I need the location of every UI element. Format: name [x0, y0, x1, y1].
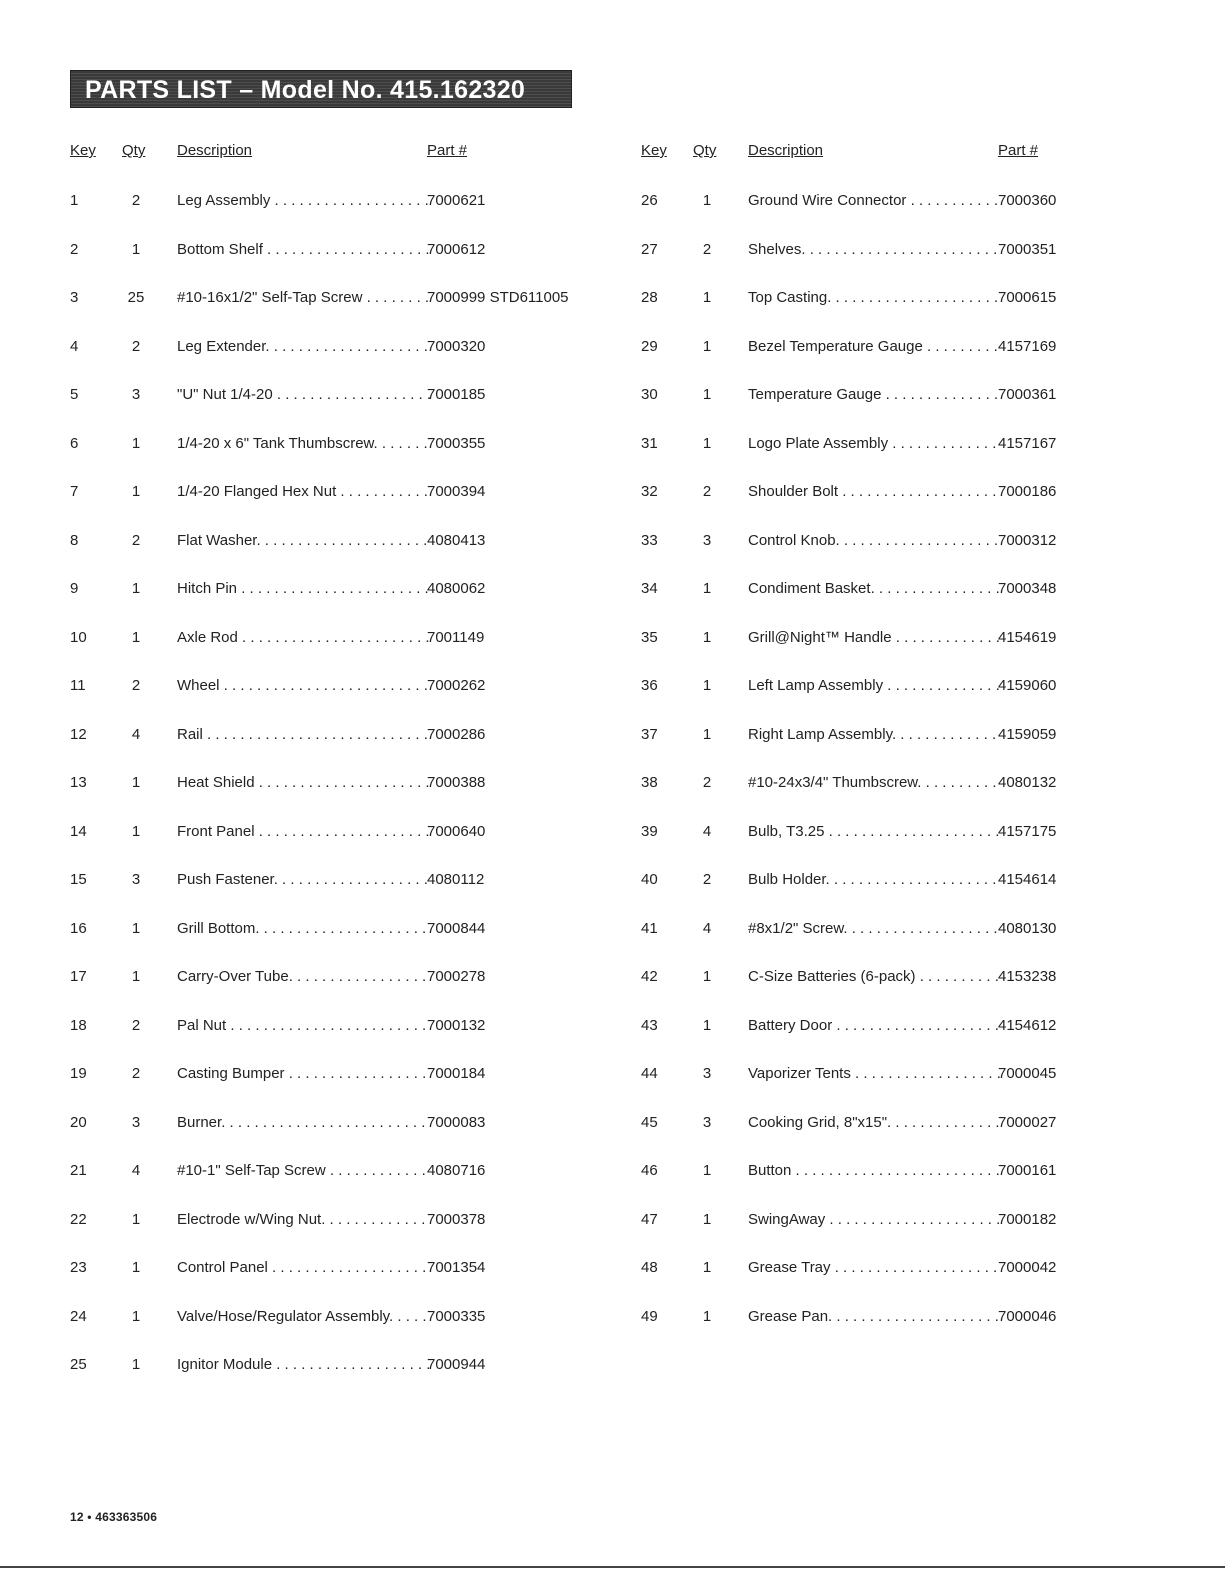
- part-number: 7000378: [427, 1210, 486, 1228]
- header-key: Key: [70, 142, 96, 159]
- part-qty: 4: [702, 919, 712, 937]
- part-number: 4080062: [427, 580, 486, 597]
- part-qty: 1: [131, 919, 141, 937]
- part-key: 44: [641, 1065, 658, 1082]
- bottom-rule: [0, 1566, 1225, 1568]
- part-number: 4157169: [998, 337, 1057, 355]
- part-number: 7000388: [427, 774, 486, 791]
- part-description: Right Lamp Assembly. . . . . . . . . . . . .: [748, 725, 997, 743]
- part-key: 19: [70, 1065, 87, 1082]
- part-qty: 3: [702, 531, 712, 549]
- part-qty: 1: [131, 240, 141, 258]
- part-description: Shoulder Bolt . . . . . . . . . . . . . . . . . . .: [748, 483, 997, 500]
- part-description: Carry-Over Tube. . . . . . . . . . . . . . . . .: [177, 968, 427, 985]
- part-key: 28: [641, 289, 658, 306]
- part-number: 7000027: [998, 1113, 1057, 1131]
- part-key: 24: [70, 1307, 87, 1325]
- part-qty: 1: [702, 1162, 712, 1179]
- page-footer: 12 • 463363506: [70, 1510, 158, 1524]
- part-qty: 2: [131, 677, 141, 694]
- part-description: Flat Washer. . . . . . . . . . . . . . . . . . . . .: [177, 531, 428, 549]
- part-number: 7000262: [427, 677, 486, 694]
- part-number: 7000844: [427, 919, 486, 937]
- part-number: 7000186: [998, 483, 1057, 500]
- part-number: 4154612: [998, 1016, 1057, 1034]
- part-number: 7000182: [998, 1210, 1057, 1228]
- header-part: Part #: [427, 142, 468, 159]
- part-number: 7000351: [998, 240, 1057, 258]
- part-number: 7000278: [427, 968, 486, 985]
- part-key: 47: [641, 1210, 658, 1228]
- part-description: Bulb, T3.25 . . . . . . . . . . . . . . . . . . . . .: [748, 822, 1000, 840]
- part-description: Cooking Grid, 8"x15". . . . . . . . . . . . . .: [748, 1113, 1000, 1131]
- part-key: 43: [641, 1016, 658, 1034]
- part-number: 4080413: [427, 531, 486, 549]
- part-description: Front Panel . . . . . . . . . . . . . . . . . . . . .: [177, 822, 430, 840]
- part-key: 6: [70, 434, 79, 452]
- part-number: 7000161: [998, 1162, 1057, 1179]
- part-key: 2: [70, 240, 79, 258]
- part-number: 7000348: [998, 580, 1057, 597]
- part-description: Control Knob. . . . . . . . . . . . . . . . . . . .: [748, 531, 999, 549]
- part-description: C-Size Batteries (6-pack) . . . . . . . . . .: [748, 968, 999, 985]
- part-key: 9: [70, 580, 79, 597]
- part-qty: 1: [702, 968, 712, 985]
- part-key: 17: [70, 968, 87, 985]
- part-key: 5: [70, 386, 79, 403]
- part-number: 7000083: [427, 1113, 486, 1131]
- part-qty: 1: [131, 580, 141, 597]
- header-key: Key: [641, 142, 667, 159]
- part-description: Casting Bumper . . . . . . . . . . . . . . . . .: [177, 1065, 427, 1082]
- part-qty: 3: [702, 1065, 712, 1082]
- part-description: Shelves. . . . . . . . . . . . . . . . . . . . . . . .: [748, 240, 998, 258]
- part-description: Electrode w/Wing Nut. . . . . . . . . . . . .: [177, 1210, 426, 1228]
- part-key: 31: [641, 434, 658, 452]
- part-description: Top Casting. . . . . . . . . . . . . . . . . . . . .: [748, 289, 999, 306]
- part-number: 7000612: [427, 240, 486, 258]
- part-key: 42: [641, 968, 658, 985]
- part-description: Button . . . . . . . . . . . . . . . . . . . . . . . . .: [748, 1162, 1000, 1179]
- header-part: Part #: [998, 142, 1039, 159]
- part-qty: 1: [702, 677, 712, 694]
- part-qty: 4: [131, 1162, 141, 1179]
- title-banner: [70, 70, 572, 108]
- part-description: Temperature Gauge . . . . . . . . . . . . . .: [748, 386, 999, 403]
- part-number: 7000132: [427, 1016, 486, 1034]
- part-description: Leg Extender. . . . . . . . . . . . . . . . . . . .: [177, 337, 428, 355]
- part-description: Grill Bottom. . . . . . . . . . . . . . . . . . . . .: [177, 919, 427, 937]
- part-description: 1/4-20 Flanged Hex Nut . . . . . . . . . . .: [177, 483, 428, 500]
- part-qty: 1: [702, 337, 712, 355]
- part-number: 7000361: [998, 386, 1057, 403]
- part-qty: 2: [131, 337, 141, 355]
- part-qty: 1: [131, 1259, 141, 1276]
- part-qty: 1: [702, 580, 712, 597]
- part-description: Leg Assembly . . . . . . . . . . . . . . . . . . .: [177, 192, 429, 209]
- part-number: 7000355: [427, 434, 486, 452]
- part-key: 38: [641, 774, 658, 791]
- part-number: 7000640: [427, 822, 486, 840]
- part-key: 8: [70, 531, 79, 549]
- part-qty: 1: [702, 434, 712, 452]
- part-qty: 1: [702, 725, 712, 743]
- part-key: 25: [70, 1356, 87, 1373]
- part-description: Heat Shield . . . . . . . . . . . . . . . . . . . . .: [177, 774, 430, 791]
- part-number: 4080132: [998, 774, 1057, 791]
- part-description: Bezel Temperature Gauge . . . . . . . . .: [748, 337, 998, 355]
- part-key: 30: [641, 386, 658, 403]
- part-key: 16: [70, 919, 87, 937]
- header-description: Description: [748, 142, 824, 159]
- part-description: Bottom Shelf . . . . . . . . . . . . . . . . . . . .: [177, 240, 430, 258]
- part-key: 26: [641, 192, 658, 209]
- part-qty: 2: [131, 1016, 141, 1034]
- part-description: Left Lamp Assembly . . . . . . . . . . . . . .: [748, 677, 1000, 694]
- part-qty: 3: [131, 871, 141, 888]
- page-title: PARTS LIST – Model No. 415.162320: [85, 76, 526, 104]
- part-description: Hitch Pin . . . . . . . . . . . . . . . . . . . . . . .: [177, 580, 429, 597]
- part-number: 7000046: [998, 1307, 1057, 1325]
- part-number: 7000335: [427, 1307, 486, 1325]
- part-qty: 2: [131, 1065, 141, 1082]
- part-number: 7000999 STD611005: [427, 289, 569, 306]
- part-number: 7000042: [998, 1259, 1057, 1276]
- part-description: Grease Pan. . . . . . . . . . . . . . . . . . . . .: [748, 1307, 999, 1325]
- part-description: Burner. . . . . . . . . . . . . . . . . . . . . . . . .: [177, 1113, 426, 1131]
- header-description: Description: [177, 142, 253, 159]
- part-qty: 25: [127, 289, 145, 306]
- part-number: 4159059: [998, 725, 1057, 743]
- part-qty: 1: [702, 1016, 712, 1034]
- part-description: #10-1" Self-Tap Screw . . . . . . . . . . . .: [177, 1162, 426, 1179]
- part-key: 20: [70, 1113, 87, 1131]
- part-qty: 2: [702, 774, 712, 791]
- part-number: 4154614: [998, 871, 1057, 888]
- part-qty: 1: [131, 968, 141, 985]
- part-description: #10-24x3/4" Thumbscrew. . . . . . . . . .: [748, 774, 997, 791]
- part-qty: 1: [131, 822, 141, 840]
- part-key: 4: [70, 337, 79, 355]
- part-qty: 1: [131, 1356, 141, 1373]
- part-key: 36: [641, 677, 658, 694]
- header-qty: Qty: [693, 142, 717, 159]
- part-number: 4080716: [427, 1162, 486, 1179]
- part-qty: 2: [702, 871, 712, 888]
- part-number: 7001149: [427, 628, 485, 646]
- part-description: Condiment Basket. . . . . . . . . . . . . . . .: [748, 580, 1000, 597]
- part-description: 1/4-20 x 6" Tank Thumbscrew. . . . . . .: [177, 434, 428, 452]
- part-key: 34: [641, 580, 658, 597]
- part-key: 22: [70, 1210, 87, 1228]
- part-key: 45: [641, 1113, 658, 1131]
- part-key: 32: [641, 483, 658, 500]
- part-qty: 1: [702, 628, 712, 646]
- part-qty: 4: [131, 725, 141, 743]
- part-qty: 3: [131, 1113, 141, 1131]
- part-qty: 1: [131, 774, 141, 791]
- part-description: "U" Nut 1/4-20 . . . . . . . . . . . . . . . . . . .: [177, 386, 432, 403]
- part-qty: 1: [702, 1210, 712, 1228]
- part-key: 48: [641, 1259, 658, 1276]
- part-key: 21: [70, 1162, 87, 1179]
- part-description: Battery Door . . . . . . . . . . . . . . . . . . . .: [748, 1016, 999, 1034]
- part-key: 23: [70, 1259, 87, 1276]
- part-description: Grease Tray . . . . . . . . . . . . . . . . . . . .: [748, 1259, 998, 1276]
- part-key: 46: [641, 1162, 658, 1179]
- part-description: Rail . . . . . . . . . . . . . . . . . . . . . . . . . . .: [177, 725, 428, 743]
- part-description: Valve/Hose/Regulator Assembly. . . . .: [177, 1307, 427, 1325]
- part-number: 4157167: [998, 434, 1057, 452]
- part-key: 39: [641, 822, 658, 840]
- part-key: 12: [70, 725, 87, 743]
- part-qty: 4: [702, 822, 712, 840]
- part-number: 4153238: [998, 968, 1057, 985]
- part-key: 40: [641, 871, 658, 888]
- part-number: 7000045: [998, 1065, 1057, 1082]
- part-number: 7000621: [427, 192, 486, 209]
- part-description: Bulb Holder. . . . . . . . . . . . . . . . . . . . .: [748, 871, 997, 888]
- part-description: Ignitor Module . . . . . . . . . . . . . . . . . . .: [177, 1356, 431, 1373]
- part-qty: 1: [131, 483, 141, 500]
- part-qty: 3: [131, 386, 141, 403]
- part-key: 37: [641, 725, 658, 743]
- part-number: 4159060: [998, 677, 1057, 694]
- part-key: 18: [70, 1016, 87, 1034]
- part-key: 10: [70, 628, 87, 646]
- header-qty: Qty: [122, 142, 146, 159]
- part-key: 11: [70, 677, 86, 694]
- part-description: Wheel . . . . . . . . . . . . . . . . . . . . . . . . .: [177, 677, 428, 694]
- part-key: 49: [641, 1307, 658, 1325]
- part-key: 33: [641, 531, 658, 549]
- part-number: 7000944: [427, 1356, 486, 1373]
- part-description: Ground Wire Connector . . . . . . . . . . .: [748, 192, 999, 209]
- part-qty: 1: [702, 1307, 712, 1325]
- part-key: 13: [70, 774, 87, 791]
- part-qty: 1: [131, 1307, 141, 1325]
- part-qty: 2: [702, 240, 712, 258]
- part-qty: 2: [702, 483, 712, 500]
- part-number: 7000320: [427, 337, 486, 355]
- part-description: SwingAway . . . . . . . . . . . . . . . . . . . . .: [748, 1210, 1001, 1228]
- part-qty: 2: [131, 192, 141, 209]
- part-qty: 1: [131, 434, 141, 452]
- part-number: 7000185: [427, 386, 486, 403]
- part-number: 4080130: [998, 919, 1057, 937]
- part-description: Vaporizer Tents . . . . . . . . . . . . . . . . . .: [748, 1065, 1001, 1082]
- part-description: Logo Plate Assembly . . . . . . . . . . . . .: [748, 434, 997, 452]
- part-qty: 1: [131, 628, 141, 646]
- part-description: Grill@Night™ Handle . . . . . . . . . . . . .: [748, 628, 1000, 646]
- part-key: 29: [641, 337, 658, 355]
- part-key: 7: [70, 483, 79, 500]
- part-number: 7000286: [427, 725, 486, 743]
- part-number: 7000615: [998, 289, 1057, 306]
- part-description: #8x1/2" Screw. . . . . . . . . . . . . . . . . . .: [748, 919, 998, 937]
- part-qty: 1: [131, 1210, 141, 1228]
- part-qty: 1: [702, 289, 712, 306]
- part-qty: 1: [702, 1259, 712, 1276]
- part-qty: 2: [131, 531, 141, 549]
- part-description: #10-16x1/2" Self-Tap Screw . . . . . . . .: [177, 289, 430, 306]
- part-key: 14: [70, 822, 87, 840]
- part-number: 7000394: [427, 483, 486, 500]
- part-qty: 1: [702, 192, 712, 209]
- part-description: Push Fastener. . . . . . . . . . . . . . . . . . .: [177, 871, 428, 888]
- part-number: 7001354: [427, 1259, 486, 1276]
- part-key: 27: [641, 240, 658, 258]
- part-key: 1: [70, 192, 79, 209]
- part-description: Axle Rod . . . . . . . . . . . . . . . . . . . . . . .: [177, 628, 430, 646]
- part-number: 4080112: [427, 871, 485, 888]
- part-qty: 3: [702, 1113, 712, 1131]
- part-key: 35: [641, 628, 658, 646]
- part-key: 41: [641, 919, 658, 937]
- part-qty: 1: [702, 386, 712, 403]
- part-number: 4154619: [998, 628, 1057, 646]
- part-number: 7000360: [998, 192, 1057, 209]
- part-number: 7000184: [427, 1065, 486, 1082]
- part-description: Control Panel . . . . . . . . . . . . . . . . . . .: [177, 1259, 427, 1276]
- part-key: 3: [70, 289, 79, 306]
- part-number: 4157175: [998, 822, 1057, 840]
- part-key: 15: [70, 871, 87, 888]
- part-number: 7000312: [998, 531, 1057, 549]
- part-description: Pal Nut . . . . . . . . . . . . . . . . . . . . . . . .: [177, 1016, 427, 1034]
